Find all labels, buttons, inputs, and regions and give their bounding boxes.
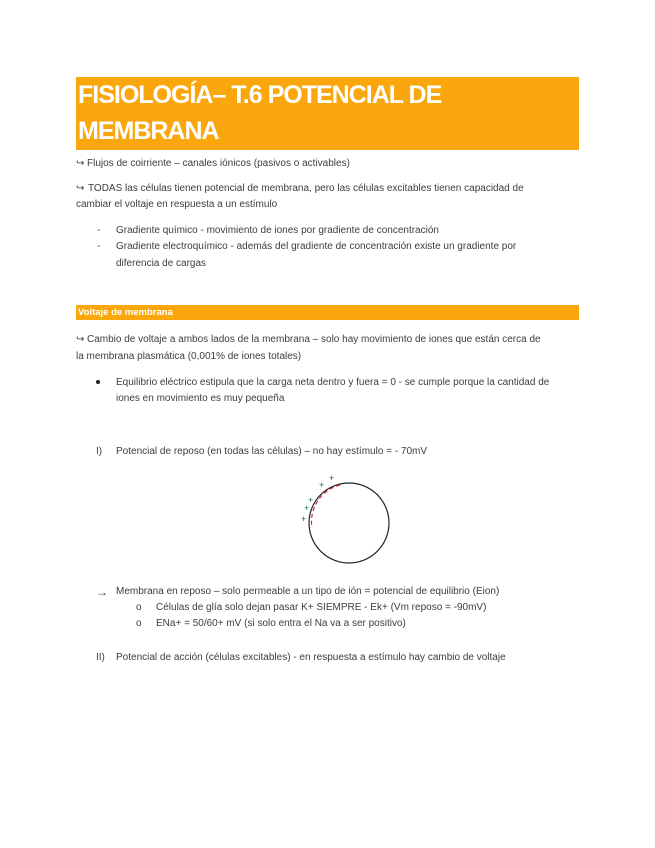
sub-item-ena: ENa+ = 50/60+ mV (si solo entra el Na va a ser positivo): [156, 618, 406, 629]
plus-sign-1: +: [319, 480, 325, 490]
membrane-diagram: [295, 474, 405, 566]
sub-marker-1: o: [136, 602, 142, 613]
intro-arrow-icon: ↪: [76, 158, 85, 169]
plus-sign-4: +: [304, 503, 310, 513]
plus-sign-5: +: [301, 514, 307, 524]
intro-line-2a: TODAS las células tienen potencial de membrana, pero las células excitables tienen capacidad de: [88, 183, 524, 194]
section-para-a: Cambio de voltaje a ambos lados de la membrana – solo hay movimiento de iones que están cerca de: [87, 334, 541, 345]
bullet-text-a: Equilibrio eléctrico estipula que la carga neta dentro y fuera = 0 - se cumple porque la cantidad de: [116, 377, 550, 388]
list-item-gradiente-electroquimico-cont: diferencia de cargas: [116, 258, 207, 269]
page-title-line-2: MEMBRANA: [78, 117, 219, 145]
dash-marker-1: -: [97, 225, 101, 236]
list-item-gradiente-electroquimico: Gradiente electroquímico - además del gradiente de concentración existe un gradiente por: [116, 241, 517, 252]
section-para-b: la membrana plasmática (0,001% de iones totales): [76, 351, 302, 362]
arrow-marker: →: [96, 585, 108, 599]
plus-sign-2: +: [329, 474, 335, 483]
negative-charge-arc: [311, 485, 340, 528]
sub-item-glia: Células de glía solo dejan pasar K+ SIEMPRE - Ek+ (Vm reposo = -90mV): [156, 602, 487, 613]
list-item-gradiente-quimico: Gradiente químico - movimiento de iones por gradiente de concentración: [116, 225, 439, 236]
membrana-reposo-text: Membrana en reposo – solo permeable a un tipo de ión = potencial de equilibrio (Eion): [116, 586, 500, 597]
membrane-circle: [309, 483, 389, 563]
dash-marker-2: -: [97, 241, 101, 252]
potencial-reposo-text: Potencial de reposo (en todas las células) – no hay estímulo = - 70mV: [116, 446, 428, 457]
roman-marker-1: I): [96, 446, 103, 457]
sub-marker-2: o: [136, 618, 142, 629]
section-arrow-icon: ↪: [76, 334, 85, 345]
intro-arrow-icon-2: ↪: [76, 183, 85, 194]
potencial-accion-text: Potencial de acción (células excitables) - en respuesta a estímulo hay cambio de voltaje: [116, 652, 506, 663]
section-title: Voltaje de membrana: [78, 307, 173, 318]
intro-line-2b: cambiar el voltaje en respuesta a un estímulo: [76, 199, 278, 210]
bullet-icon: [96, 380, 100, 384]
intro-line-1: Flujos de coirriente – canales iónicos (pasivos o activables): [87, 158, 350, 169]
page-title-line-1: FISIOLOGÍA– T.6 POTENCIAL DE: [78, 81, 442, 109]
bullet-text-b: iones en movimiento es muy pequeña: [116, 393, 285, 404]
roman-marker-2: II): [96, 652, 105, 663]
plus-sign-3: +: [308, 495, 314, 505]
